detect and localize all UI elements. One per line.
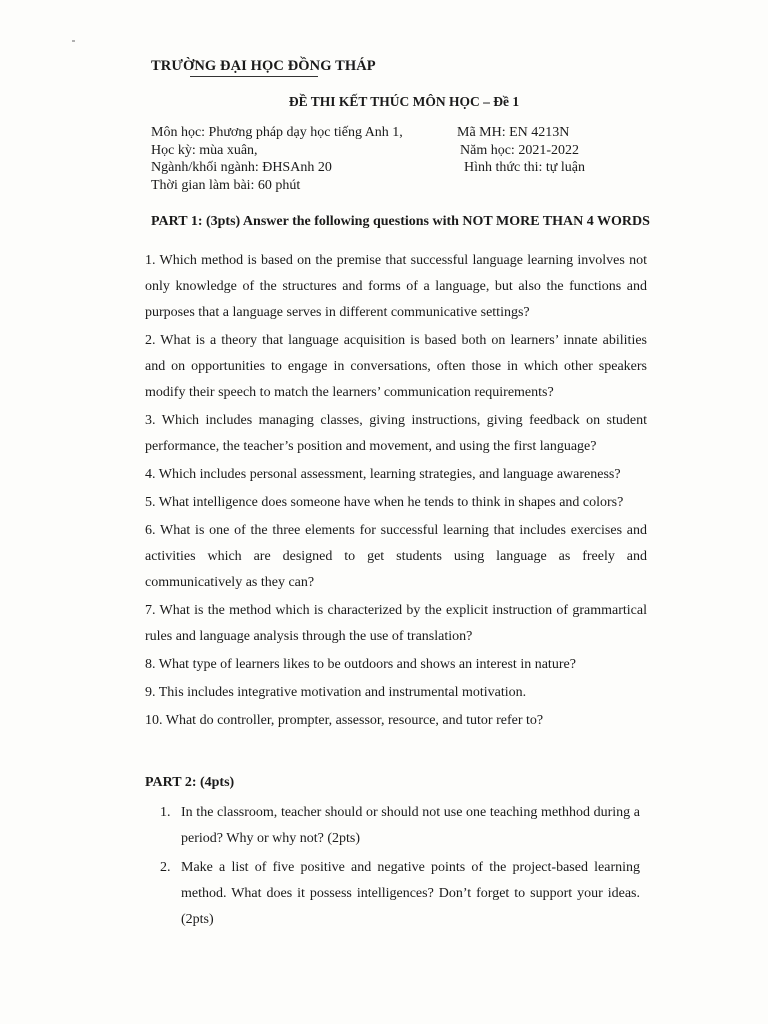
- question-4: 4. Which includes personal assessment, learning strategies, and language awareness?: [145, 467, 621, 482]
- part2-item-text: In the classroom, teacher should or should not use one teaching methhod during a period? Why or why not? (2pts): [181, 805, 640, 846]
- course-info-right: [457, 124, 585, 177]
- duration: Thời gian làm bài: 60 phút: [151, 177, 301, 193]
- school-underline: [190, 76, 318, 77]
- part1-heading: PART 1: (3pts) Answer the following questions with NOT MORE THAN 4 WORDS: [151, 214, 650, 229]
- semester: Học kỳ: mùa xuân,: [151, 142, 258, 158]
- part2-item-number: 1.: [160, 805, 171, 820]
- question-3: 3. Which includes managing classes, giving instructions, giving feedback on student performance, the teacher’s position and movement, and using the first language?: [145, 413, 647, 454]
- question-2: 2. What is a theory that language acquisition is based both on learners’ innate abilities and on opportunities to engage in conversations, often those in which other speakers modify their speech to match the learners’ communication requirements?: [145, 333, 647, 400]
- question-8: 8. What type of learners likes to be outdoors and shows an interest in nature?: [145, 657, 576, 672]
- question-6: 6. What is one of the three elements for successful learning that includes exercises and activities which are designed to get students using language as freely and communicatively as they can?: [145, 523, 647, 590]
- question-1: 1. Which method is based on the premise that successful language learning involves not only knowledge of the structures and forms of a language, but also the functions and purposes that a language serves in different communicative settings?: [145, 253, 647, 320]
- part2-item-number: 2.: [160, 860, 171, 875]
- course-name: Môn học: Phương pháp dạy học tiếng Anh 1,: [151, 125, 403, 140]
- exam-title: ĐỀ THI KẾT THÚC MÔN HỌC – Đề 1: [288, 94, 520, 109]
- question-5: 5. What intelligence does someone have when he tends to think in shapes and colors?: [145, 495, 624, 510]
- part2-item-2: [160, 855, 640, 933]
- part2-items: [160, 800, 640, 936]
- major: Ngành/khối ngành: ĐHSAnh 20: [151, 160, 332, 175]
- part2-item-text: Make a list of five positive and negative points of the project-based learning method. What does it possess intelligences? Don’t forget to support your ideas. (2pts): [181, 860, 640, 927]
- question-9: 9. This includes integrative motivation and instrumental motivation.: [145, 685, 527, 700]
- school-name: TRƯỜNG ĐẠI HỌC ĐỒNG THÁP: [151, 58, 376, 74]
- part2-heading: PART 2: (4pts): [145, 775, 235, 790]
- school-year: Năm học: 2021-2022: [460, 142, 579, 158]
- course-info-left: [151, 124, 403, 194]
- question-10: 10. What do controller, prompter, assessor, resource, and tutor refer to?: [145, 713, 544, 728]
- question-7: 7. What is the method which is characterized by the explicit instruction of grammartical rules and language analysis through the use of translation?: [145, 603, 647, 644]
- part2-item-1: [160, 800, 640, 852]
- exam-format: Hình thức thi: tự luận: [464, 160, 585, 175]
- course-code: Mã MH: EN 4213N: [457, 125, 570, 140]
- scan-speck: [72, 40, 75, 42]
- part1-questions: [145, 248, 647, 736]
